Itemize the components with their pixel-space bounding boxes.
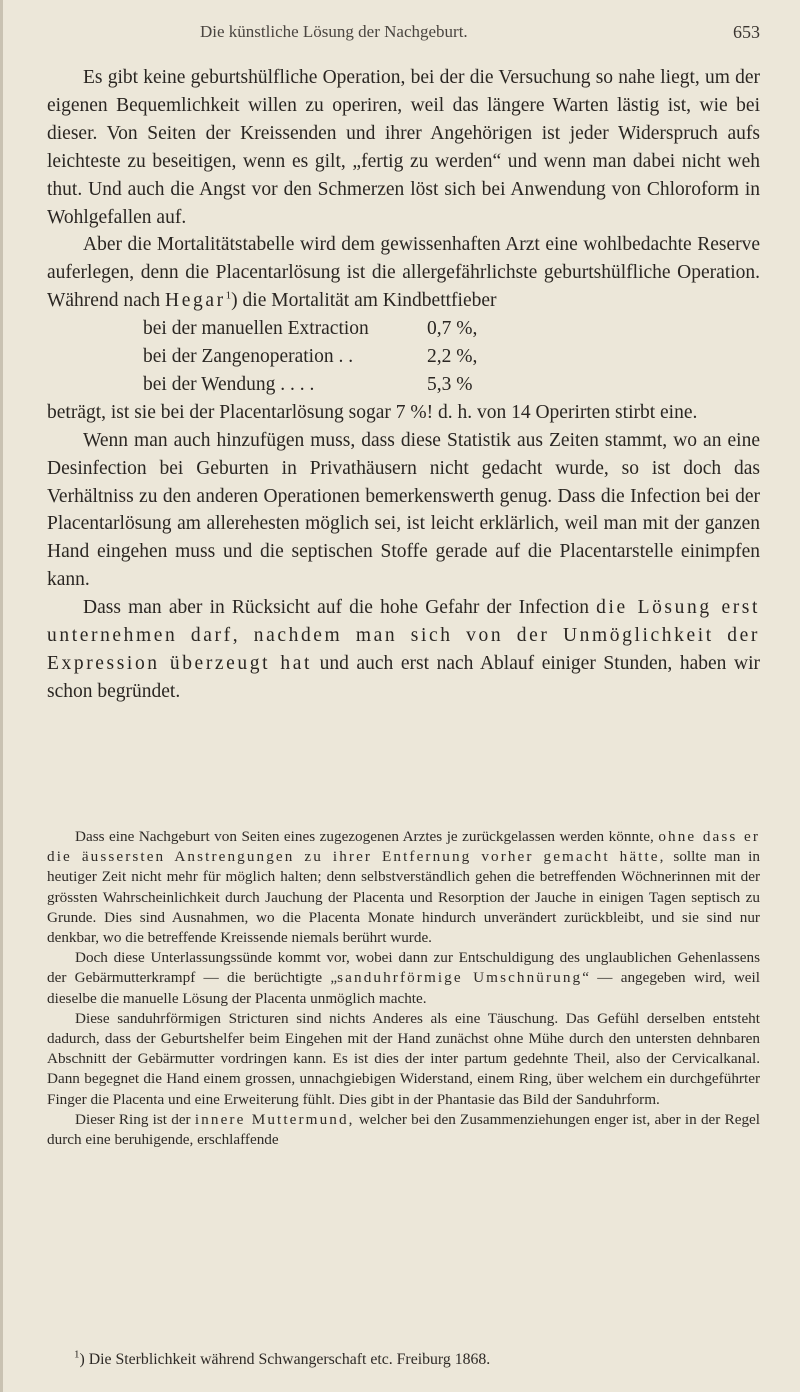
table-row bbox=[143, 371, 760, 399]
emphasized-text: die Lösung erst unternehmen darf, nachdem man sich von der Unmöglichkeit der Expression überzeugt hat bbox=[47, 597, 760, 674]
text-run: welcher bei den Zusammenziehungen enger ist, aber in der Regel durch eine beruhigende, erschlaffende bbox=[47, 1110, 760, 1149]
emphasized-text: ohne dass er die äussersten Anstrengungen zu ihrer Entfernung vorher gemacht hätte, bbox=[47, 828, 760, 866]
paragraph: Aber die Mortalitätstabelle wird dem gewissenhaften Arzt eine wohlbedachte Reserve auferlegen, denn die Placentarlösung ist die allergefährlichste geburtshülfliche Operation. Während nach Hegar$^1$) die Mortalität am Kindbettfieber bbox=[47, 234, 760, 312]
page-edge bbox=[0, 0, 3, 1392]
main-text bbox=[47, 64, 760, 706]
paragraph: Diese sanduhrförmigen Stricturen sind nichts Anderes als eine Täuschung. Das Gefühl derselben entsteht dadurch, dass der Geburtshelfer beim Eingehen mit der Hand zunächst ohne Mühe durch den untersten dehnbaren Abschnitt der Gebärmutter vordringen kann. Es ist dies der inter partum gedehnte Theil, also der Cervicalkanal. Dann begegnet die Hand einem grossen, unnachgiebigen Widerstand, einem Ring, über welchem ein durchgeführter Finger die Placenta und eine Erweiterung fühlt. Dies gibt in der Phantasie das Bild der Sanduhrform. bbox=[47, 1009, 760, 1108]
text-run: die Mortalität am Kindbettfieber bbox=[242, 290, 497, 312]
paragraph: beträgt, ist sie bei der Placentarlösung sogar 7 %! d. h. von 14 Operirten stirbt eine. bbox=[47, 401, 698, 423]
emphasized-text: sanduhrförmige Umschnürung bbox=[337, 969, 583, 987]
table-label: bei der manuellen Extraction bbox=[143, 318, 369, 340]
running-head: Die künstliche Lösung der Nachgeburt. bbox=[200, 22, 468, 41]
mortality-table bbox=[143, 315, 760, 399]
table-value: 0,7 %, bbox=[427, 318, 478, 340]
page-number: 653 bbox=[733, 22, 760, 42]
table-value: 5,3 % bbox=[427, 373, 473, 395]
table-label: bei der Wendung . . . . bbox=[143, 373, 315, 395]
text-run: Dass eine Nachgeburt von Seiten eines zugezogenen Arztes je zurückgelassen werden könnte, bbox=[75, 828, 654, 845]
author-name: Hegar bbox=[165, 290, 226, 312]
paragraph bbox=[47, 594, 760, 706]
text-run: sollte man in heutiger Zeit nicht mehr für möglich halten; denn selbstverständlich gehen die betreffenden Wöchnerinnen mit der grössten Wahrscheinlichkeit durch Jauchung der Placenta und Resorption der Jauche in einigen Tagen septisch zu Grunde. Dies sind Ausnahmen, wo die Placenta Monate hindurch unverändert zurückbleibt, und sie sind nur denkbar, wo die betreffende Kreissende niemals berührt wurde. bbox=[47, 848, 760, 947]
text-run: Dass man aber in Rücksicht auf die hohe Gefahr der Infection bbox=[83, 597, 589, 619]
paragraph: Wenn man auch hinzufügen muss, dass diese Statistik aus Zeiten stammt, wo an eine Desinfection bei Geburten in Privathäusern nicht gedacht wurde, so ist doch das Verhältniss zu den anderen Operationen bemerkenswerth genug. Dass die Infection bei der Placentarlösung am allerehesten möglich sei, ist leicht erklärlich, weil man mit der ganzen Hand eingehen muss und die septischen Stoffe gerade auf die Placentarstelle einimpfen kann. bbox=[47, 429, 760, 591]
paragraph bbox=[47, 1110, 760, 1150]
footnote-mark: 1 bbox=[74, 1348, 80, 1361]
paragraph bbox=[47, 827, 760, 948]
footnote-text: Die Sterblichkeit während Schwangerschaft etc. Freiburg 1868. bbox=[88, 1351, 491, 1368]
paragraph bbox=[47, 948, 760, 1009]
text-run: und auch erst nach Ablauf einiger Stunden, haben wir schon begründet. bbox=[47, 652, 760, 702]
table-value: 2,2 %, bbox=[427, 346, 478, 368]
paragraph: Es gibt keine geburtshülfliche Operation, bei der die Versuchung so nahe liegt, um der eigenen Bequemlichkeit willen zu operiren, weil das längere Warten lästig ist, wie bei dieser. Von Seiten der Kreissenden und ihrer Angehörigen ist jeder Widerspruch aufs leichteste zu beseitigen, wenn es gilt, „fertig zu werden“ und wenn man dabei nicht weh thut. Und auch die Angst vor den Schmerzen löst sich bei Anwendung von Chloroform in Wohlgefallen auf. bbox=[47, 67, 760, 228]
table-row bbox=[143, 315, 760, 343]
footnote-reference: 1 bbox=[225, 289, 232, 302]
table-row bbox=[143, 343, 760, 371]
emphasized-text: innere Muttermund, bbox=[194, 1110, 355, 1128]
text-run: Aber die Mortalitätstabelle wird dem gewissenhaften Arzt eine wohlbedachte Reserve auferlegen, denn die Placentarlösung ist die allergefährlichste geburtshülfliche Operation. Während nach bbox=[47, 234, 760, 312]
text-run: Doch diese Unterlassungssünde kommt vor, wobei dann zur Entschuldigung des unglaublichen Gehenlassens der Gebärmutterkrampf — die berüchtigte „ bbox=[47, 949, 760, 987]
table-label: bei der Zangenoperation . . bbox=[143, 346, 354, 368]
text-run: “ — angegeben wird, weil dieselbe die manuelle Lösung der Placenta unmöglich machte. bbox=[47, 969, 760, 1007]
page-header bbox=[100, 22, 760, 46]
small-print-section bbox=[47, 827, 760, 1150]
footnote: $^1$) Die Sterblichkeit während Schwangerschaft etc. Freiburg 1868. bbox=[74, 1348, 491, 1368]
text-run: Dieser Ring ist der bbox=[75, 1110, 191, 1128]
